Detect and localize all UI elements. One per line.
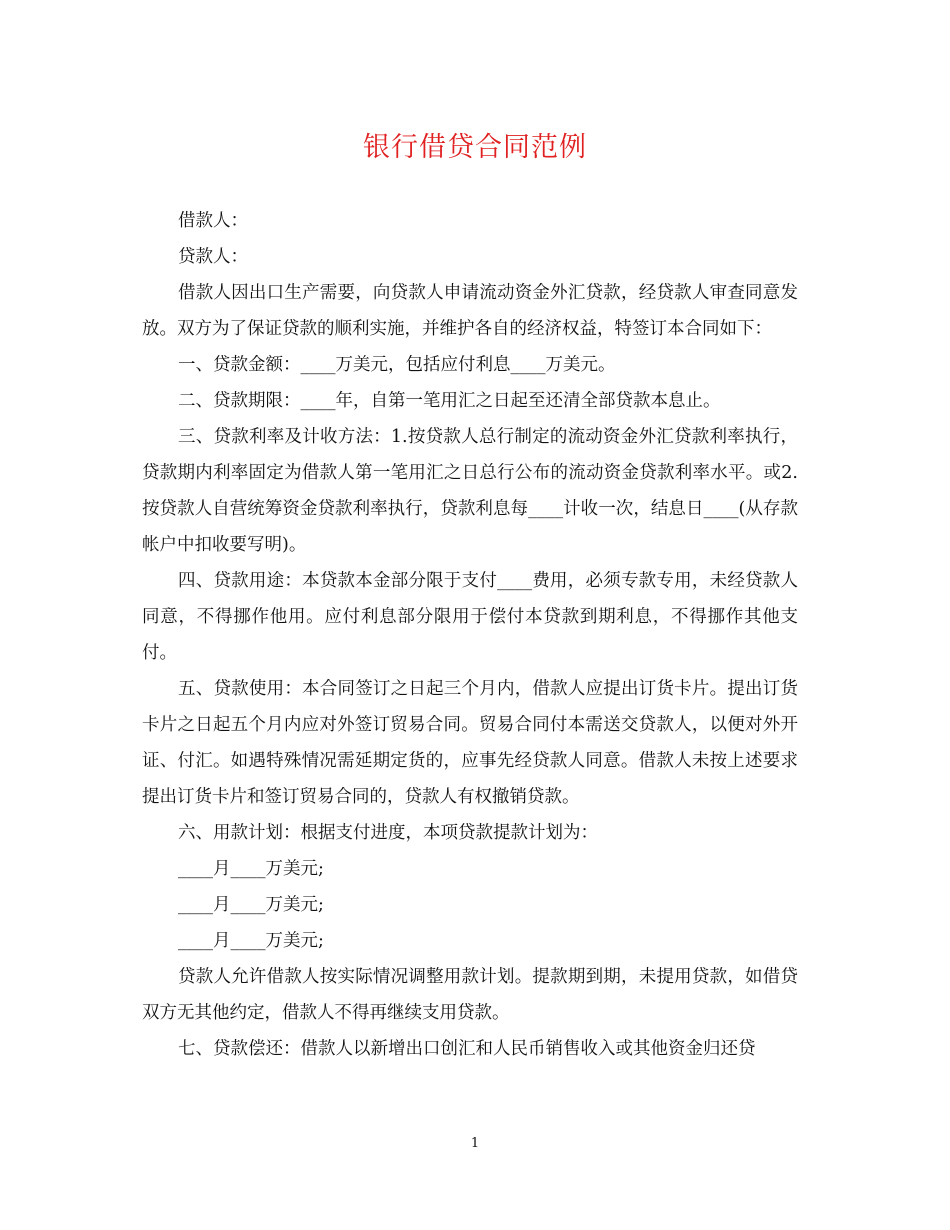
draw-plan-adjust-paragraph: 贷款人允许借款人按实际情况调整用款计划。提款期到期，未提用贷款，如借贷双方无其他约定，借款人不得再继续支用贷款。 bbox=[142, 967, 798, 1023]
clause-loan-use: 五、贷款使用：本合同签订之日起三个月内，借款人应提出订货卡片。提出订货卡片之日起五个月内应对外签订贸易合同。贸易合同付本需送交贷款人，以便对外开证、付汇。如遇特殊情况需延期定货的，应事先经贷款人同意。借款人未按上述要求提出订货卡片和签订贸易合同的，贷款人有权撤销贷款。 bbox=[142, 679, 798, 807]
lender-line: 贷款人： bbox=[178, 247, 248, 267]
preamble-paragraph: 借款人因出口生产需要，向贷款人申请流动资金外汇贷款，经贷款人审查同意发放。双方为了保证贷款的顺利实施，并维护各自的经济权益，特签订本合同如下： bbox=[142, 283, 798, 339]
draw-plan-line: ____月____万美元; bbox=[178, 931, 324, 951]
draw-plan-line: ____月____万美元; bbox=[178, 859, 324, 879]
clause-loan-term: 二、贷款期限：____年，自第一笔用汇之日起至还清全部贷款本息止。 bbox=[178, 391, 721, 411]
draw-plan-line: ____月____万美元; bbox=[178, 895, 324, 915]
clause-repayment: 七、贷款偿还：借款人以新增出口创汇和人民币销售收入或其他资金归还贷 bbox=[178, 1039, 756, 1059]
page-number: 1 bbox=[470, 1136, 480, 1151]
document-title: 银行借贷合同范例 bbox=[363, 132, 587, 163]
clause-loan-purpose: 四、贷款用途：本贷款本金部分限于支付____费用，必须专款专用，未经贷款人同意，不得挪作他用。应付利息部分限用于偿付本贷款到期利息，不得挪作其他支付。 bbox=[142, 571, 798, 663]
document-body bbox=[142, 203, 798, 1067]
borrower-line: 借款人： bbox=[178, 211, 248, 231]
clause-interest-rate: 三、贷款利率及计收方法：1.按贷款人总行制定的流动资金外汇贷款利率执行，贷款期内利率固定为借款人第一笔用汇之日总行公布的流动资金贷款利率水平。或2.按贷款人自营统筹资金贷款利率执行，贷款利息每____计收一次，结息日____(从存款帐户中扣收要写明)。 bbox=[142, 427, 798, 555]
clause-loan-amount: 一、贷款金额：____万美元，包括应付利息____万美元。 bbox=[178, 355, 616, 375]
clause-draw-plan: 六、用款计划：根据支付进度，本项贷款提款计划为： bbox=[178, 823, 598, 843]
